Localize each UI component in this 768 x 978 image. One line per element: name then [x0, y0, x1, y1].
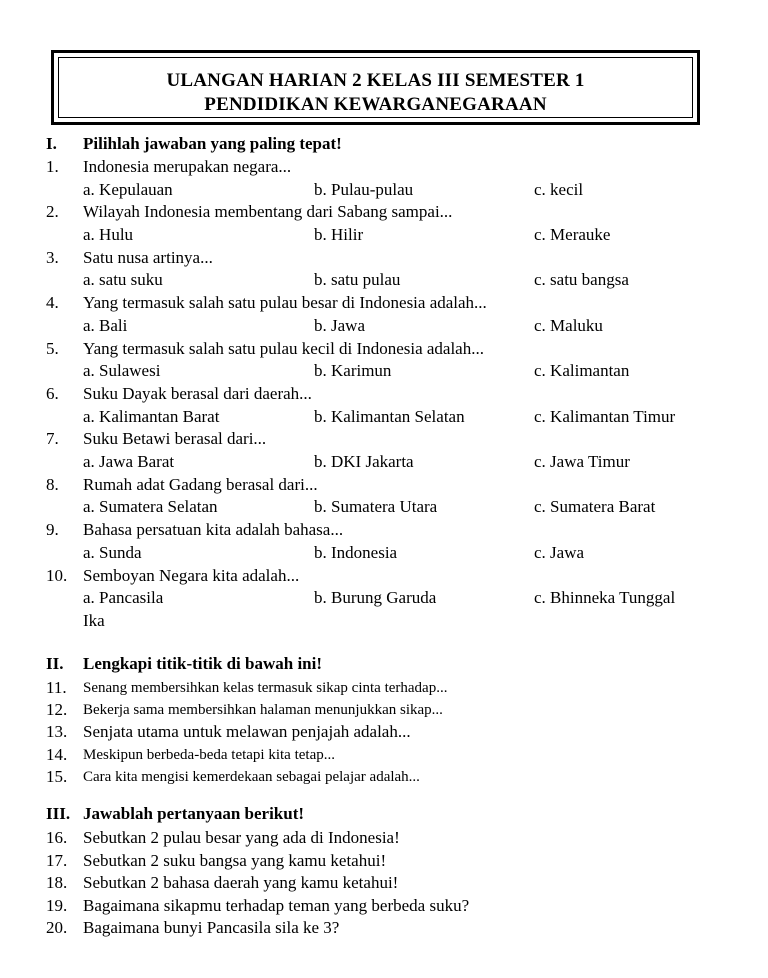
option-c: c. kecil [534, 180, 584, 199]
section-number: III. [46, 804, 71, 823]
question-number: 17. [46, 851, 68, 870]
option-a: a. Kepulauan [83, 180, 173, 199]
section-title: Lengkapi titik-titik di bawah ini! [83, 654, 323, 673]
question-text: Suku Betawi berasal dari... [83, 429, 267, 448]
question-number: 11. [46, 678, 67, 697]
question-number: 5. [46, 339, 59, 358]
question-text: Bagaimana bunyi Pancasila sila ke 3? [83, 918, 340, 937]
question-number: 16. [46, 828, 68, 847]
question-text: Sebutkan 2 bahasa daerah yang kamu ketahui! [83, 873, 399, 892]
question-number: 1. [46, 157, 59, 176]
option-a: a. Pancasila [83, 588, 164, 607]
option-b: b. Pulau-pulau [314, 180, 414, 199]
option-c: c. Kalimantan [534, 361, 630, 380]
option-a: a. Sunda [83, 543, 142, 562]
option-a: a. Hulu [83, 225, 134, 244]
question-text: Yang termasuk salah satu pulau kecil di Indonesia adalah... [83, 339, 484, 358]
question-text: Wilayah Indonesia membentang dari Sabang sampai... [83, 202, 453, 221]
option-b: b. Hilir [314, 225, 364, 244]
header-box [51, 50, 700, 125]
option-a: a. satu suku [83, 270, 163, 289]
option-c: c. Merauke [534, 225, 611, 244]
section-title: Pilihlah jawaban yang paling tepat! [83, 134, 342, 153]
question-text: Cara kita mengisi kemerdekaan sebagai pelajar adalah... [83, 769, 420, 785]
question-text: Bagaimana sikapmu terhadap teman yang berbeda suku? [83, 896, 470, 915]
exam-title: ULANGAN HARIAN 2 KELAS III SEMESTER 1 [166, 70, 585, 91]
question-number: 10. [46, 566, 68, 585]
question-text: Bahasa persatuan kita adalah bahasa... [83, 520, 344, 539]
question-text: Sebutkan 2 pulau besar yang ada di Indonesia! [83, 828, 400, 847]
section-number: II. [46, 654, 64, 673]
question-number: 9. [46, 520, 59, 539]
question-number: 18. [46, 873, 68, 892]
question-text: Rumah adat Gadang berasal dari... [83, 475, 318, 494]
question-text: Sebutkan 2 suku bangsa yang kamu ketahui! [83, 851, 387, 870]
question-text: Meskipun berbeda-beda tetapi kita tetap... [83, 747, 335, 763]
option-c: c. Bhinneka Tunggal [534, 588, 676, 607]
option-b: b. Jawa [314, 316, 365, 335]
question-text: Senang membersihkan kelas termasuk sikap cinta terhadap... [83, 680, 448, 696]
option-b: b. satu pulau [314, 270, 401, 289]
section-number: I. [46, 134, 57, 153]
option-a: a. Sulawesi [83, 361, 161, 380]
question-text: Satu nusa artinya... [83, 248, 213, 267]
question-text: Semboyan Negara kita adalah... [83, 566, 300, 585]
question-number: 4. [46, 293, 59, 312]
question-number: 19. [46, 896, 68, 915]
option-c: c. Sumatera Barat [534, 497, 656, 516]
question-number: 3. [46, 248, 59, 267]
question-text: Indonesia merupakan negara... [83, 157, 292, 176]
question-text: Yang termasuk salah satu pulau besar di Indonesia adalah... [83, 293, 487, 312]
option-c: c. Maluku [534, 316, 603, 335]
subject-title: PENDIDIKAN KEWARGANEGARAAN [204, 94, 547, 115]
header-inner-border [58, 57, 693, 118]
option-b: b. DKI Jakarta [314, 452, 414, 471]
option-c: c. Kalimantan Timur [534, 407, 676, 426]
question-text: Suku Dayak berasal dari daerah... [83, 384, 312, 403]
option-a: a. Sumatera Selatan [83, 497, 218, 516]
question-number: 20. [46, 918, 68, 937]
option-b: b. Karimun [314, 361, 392, 380]
option-b: b. Kalimantan Selatan [314, 407, 465, 426]
option-c: c. Jawa Timur [534, 452, 630, 471]
option-c: c. satu bangsa [534, 270, 629, 289]
question-number: 8. [46, 475, 59, 494]
option-a: a. Bali [83, 316, 128, 335]
option-a: a. Jawa Barat [83, 452, 175, 471]
question-number: 14. [46, 745, 68, 764]
option-b: b. Burung Garuda [314, 588, 437, 607]
option-b: b. Indonesia [314, 543, 398, 562]
option-continuation-text: Ika [83, 611, 105, 630]
option-a: a. Kalimantan Barat [83, 407, 220, 426]
question-text: Bekerja sama membersihkan halaman menunjukkan sikap... [83, 702, 443, 718]
question-number: 6. [46, 384, 59, 403]
question-number: 12. [46, 700, 68, 719]
question-number: 13. [46, 722, 68, 741]
option-b: b. Sumatera Utara [314, 497, 438, 516]
question-number: 7. [46, 429, 59, 448]
option-c: c. Jawa [534, 543, 585, 562]
section-title: Jawablah pertanyaan berikut! [83, 804, 305, 823]
question-number: 15. [46, 767, 68, 786]
question-number: 2. [46, 202, 59, 221]
question-text: Senjata utama untuk melawan penjajah adalah... [83, 722, 411, 741]
